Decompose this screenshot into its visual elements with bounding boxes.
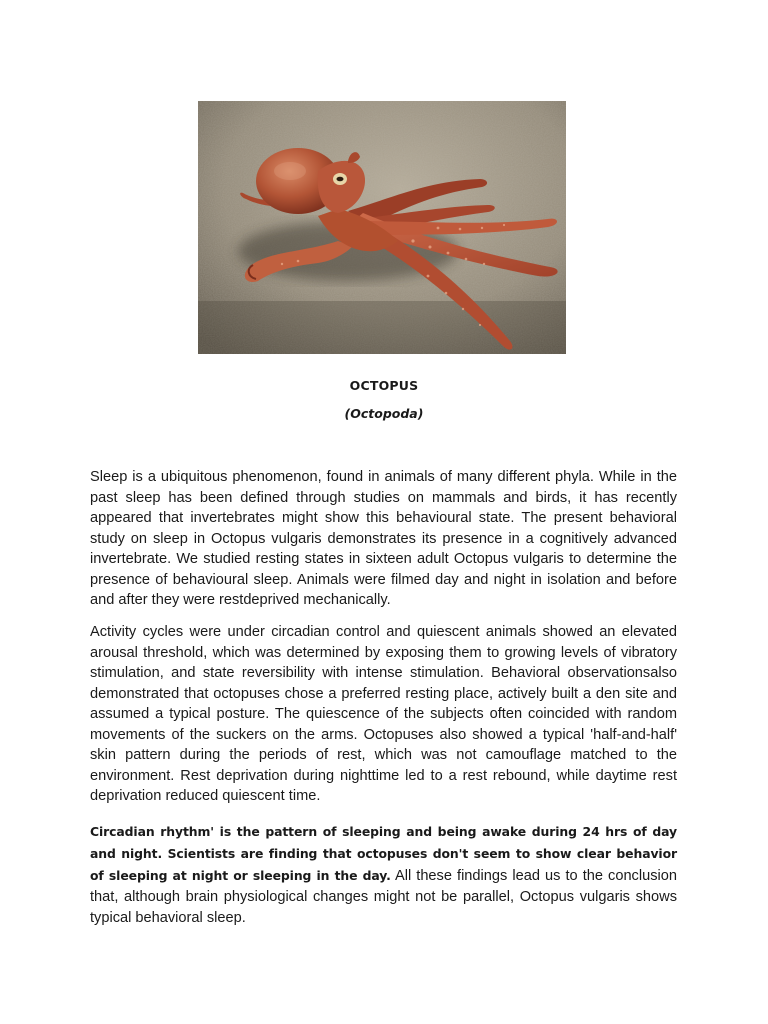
paragraph-3-bold-lead: Circadian rhythm' is the pattern of sleeping and being awake during 24 hrs of day and night. Scientists are finding that octopuses don't seem to show clear behavior of sleeping at night or sleeping in the day.	[90, 824, 677, 883]
octopus-photo	[198, 101, 566, 354]
paragraph-3-rest: All these findings lead us to the conclusion that, although brain physiological changes might not be parallel, Octopus vulgaris shows typical behavioral sleep.	[90, 868, 677, 926]
paragraph-2: Activity cycles were under circadian control and quiescent animals showed an elevated arousal threshold, which was determined by exposing them to growing levels of vibratory stimulation, and state reversibility with intense stimulation. Behavioral observationsalso demonstrated that octopuses chose a preferred resting place, actively built a den site and assumed a typical posture. The quiescence of the subjects often coincided with random movements of the suckers on the arms. Octopuses also showed a typical 'half-and-half' skin pattern during the periods of rest, which was not camouflage matched to the environment. Rest deprivation during nighttime led to a rest rebound, while daytime rest deprivation reduced quiescent time.	[90, 624, 677, 804]
document-title: OCTOPUS	[349, 378, 419, 393]
paragraph-3	[90, 821, 677, 929]
paragraph-1: Sleep is a ubiquitous phenomenon, found in animals of many different phyla. While in the past sleep has been defined through studies on mammals and birds, it has recently appeared that invertebrates might show this behavioural state. The present behavioral study on sleep in Octopus vulgaris demonstrates its presence in a cognitively advanced invertebrate. We studied resting states in sixteen adult Octopus vulgaris to determine the presence of behavioural sleep. Animals were filmed day and night in isolation and before and after they were restdeprived mechanically.	[90, 469, 677, 608]
document-subtitle: (Octopoda)	[344, 406, 424, 421]
